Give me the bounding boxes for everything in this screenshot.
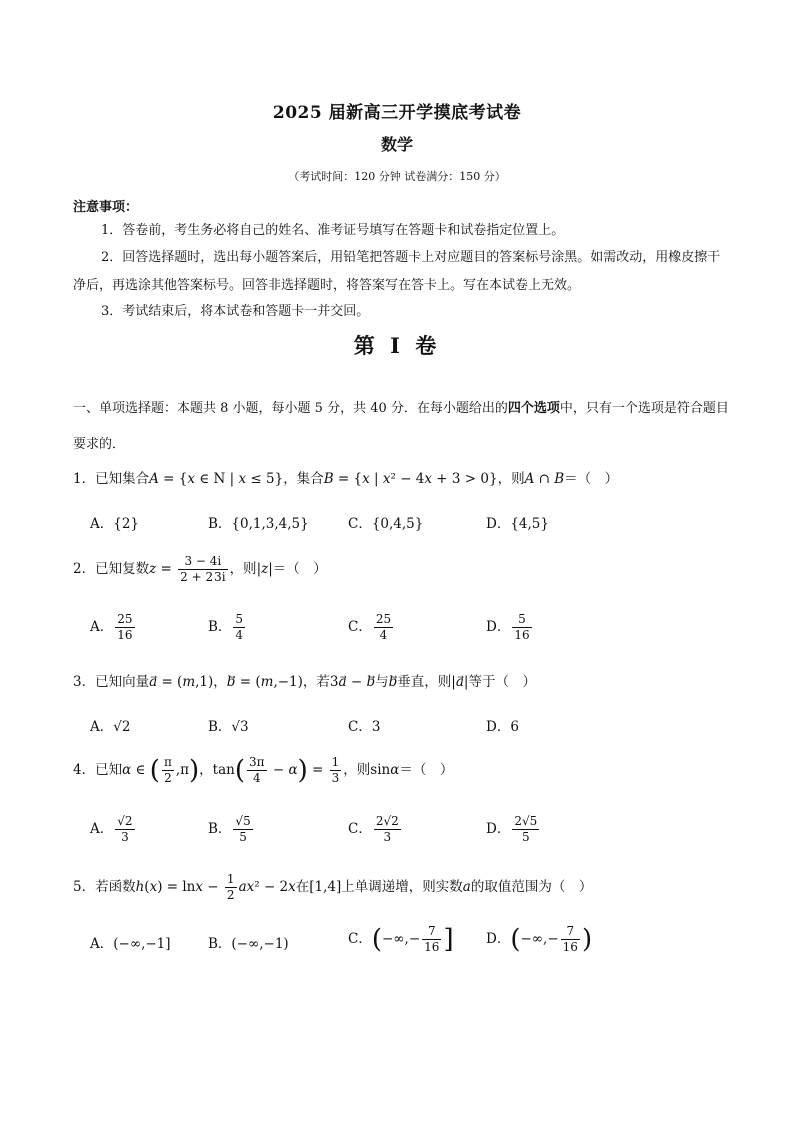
section-instructions [73,391,729,463]
part-title: 第 I 卷 [353,333,441,358]
question-1-option-d: D．{4,5} [486,516,549,532]
question-2-option-a: A． $\frac{25}{16}$ [90,612,133,642]
question-2-option-b: B． $\frac{5}{4}$ [208,612,244,642]
question-5-stem: 5．若函数h(x) = lnx − $\frac{1}{2}$ ax² − 2x在[1,4]上单调递增，则实数a的取值范围为（ ） [73,872,593,902]
section-tail: 中，只有一个选项是符合题目要求的． [73,401,729,452]
question-3-option-a: A．√2 [90,719,131,735]
question-3-option-c: C．3 [348,719,381,735]
question-4-option-c: C． $\frac{2√2}{3}$ [348,814,399,844]
question-3-option-b: B．√3 [208,719,249,735]
question-5-option-b: B．(−∞,−1) [208,936,289,952]
section-lead: 一、单项选择题：本题共 8 小题，每小题 5 分，共 40 分．在每小题给出的 [73,401,508,416]
note-item-2: 2．回答选择题时，选出每小题答案后，用铅笔把答题卡上对应题目的答案标号涂黑。如需改动，用橡皮擦干净后，再选涂其他答案标号。回答非选择题时，将答案写在答卡上。写在本试卷上无效。 [73,250,721,293]
question-4-option-b: B． $\frac{√5}{5}$ [208,814,251,844]
question-2-option-c: C． $\frac{25}{4}$ [348,612,392,642]
question-1-option-a: A．{2} [90,516,140,532]
question-5-option-d: D．(−∞,− $\frac{7}{16}$ ) [486,924,593,955]
exam-subject: 数学 [380,135,413,154]
question-2-stem: 2．已知复数z = $\frac{3 - 4i}{2 + 23i}$ ，则|z|＝（ ） [73,554,327,584]
question-1-stem: 1．已知集合A = {x ∈ N | x ≤ 5}，集合B = {x | x² − 4x + 3 > 0}，则A ∩ B＝（ ） [73,471,619,487]
note-item-1: 1．答卷前，考生务必将自己的姓名、准考证号填写在答题卡和试卷指定位置上。 [101,223,565,238]
question-3-option-d: D．6 [486,719,519,735]
section-bold: 四个选项 [507,401,560,416]
question-3-stem: 3．已知向量a⃗ = (m,1)，b⃗ = (m,−1)，若3a⃗ − b与b垂直，则|a⃗|等于（ ） [73,674,536,690]
question-1-option-c: C．{0,4,5} [348,516,424,532]
question-4-stem: 4．已知α ∈ ( $\frac{\pi}{2}$ ,π)，tan( $\frac{3\pi}{4}$ − α) = $\frac{1}{3}$ ，则sinα＝（ ） [73,755,454,786]
question-4-option-d: D． $\frac{2√5}{5}$ [486,814,538,844]
notes-heading: 注意事项： [73,200,139,215]
question-5-option-a: A．(−∞,−1] [90,936,171,952]
exam-title: 2025 届新高三开学摸底考试卷 [272,103,522,123]
question-5-option-c: C．(−∞,− $\frac{7}{16}$ ] [348,924,454,955]
question-4-option-a: A． $\frac{√2}{3}$ [90,814,133,844]
exam-timing: （考试时间：120 分钟 试卷满分：150 分） [288,170,506,183]
note-item-3: 3．考试结束后，将本试卷和答题卡一并交回。 [101,304,370,319]
question-1-option-b: B．{0,1,3,4,5} [208,516,309,532]
question-2-option-d: D． $\frac{5}{16}$ [486,612,530,642]
